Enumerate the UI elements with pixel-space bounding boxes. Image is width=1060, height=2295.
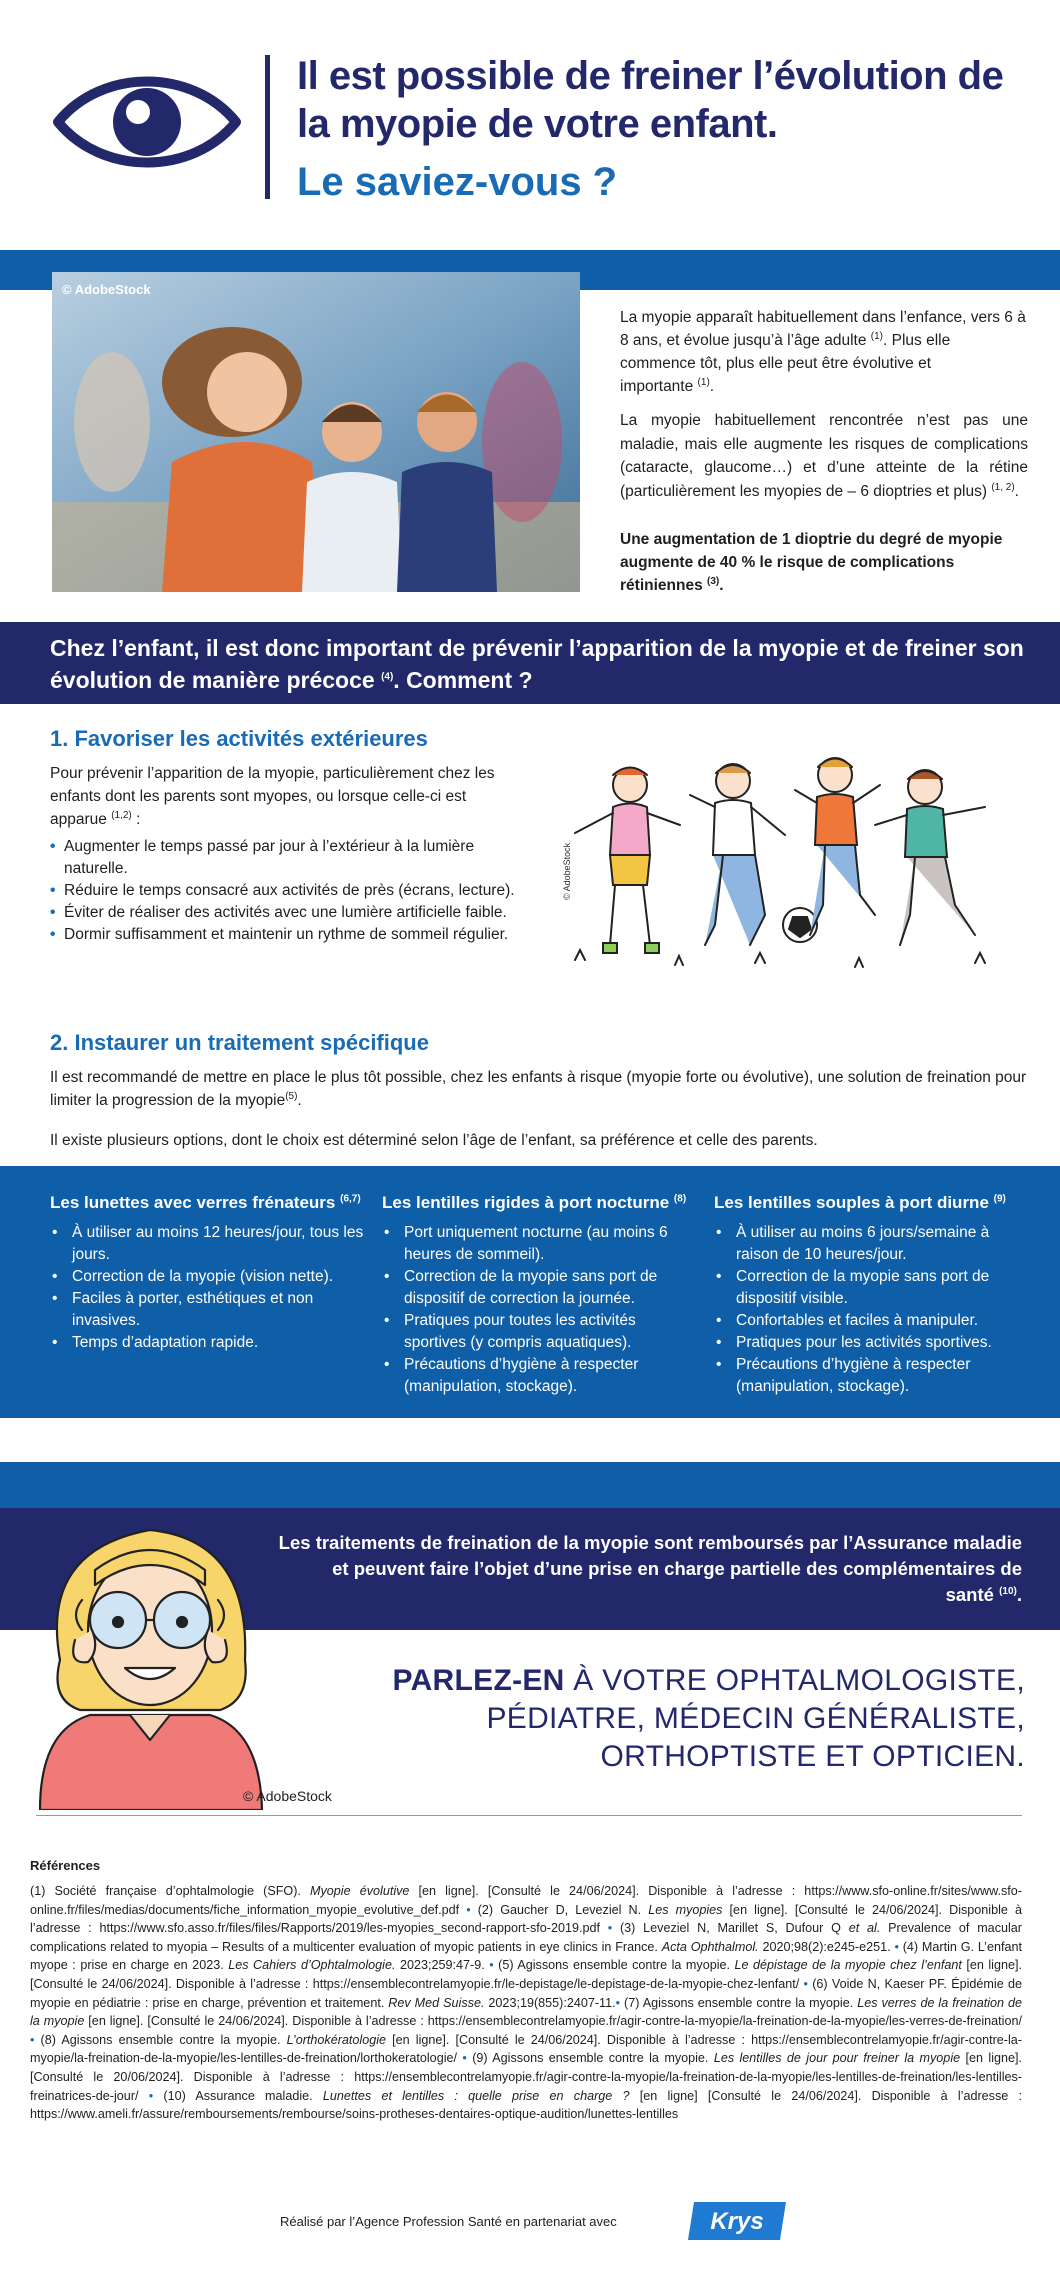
list-item: • Confortables et faciles à manipuler. [714, 1310, 1034, 1332]
option-title: Les lentilles souples à port diurne $^{(9)}$ [714, 1193, 1006, 1212]
kids-playing-football-illustration [555, 745, 1035, 990]
list-item: • Pratiques pour les activités sportives. [714, 1332, 1034, 1354]
photo-credit: © AdobeStock [62, 282, 151, 297]
page-title: Il est possible de freiner l’évolution de la myopie de votre enfant. [297, 54, 1004, 146]
option-title: Les lentilles rigides à port nocturne $^{(8)}$ [382, 1193, 687, 1212]
intro-paragraph-1: La myopie apparaît habituellement dans l’enfance, vers 6 à 8 ans, et évolue jusqu’à l’âge adulte $^{(1)}$. Plus elle commence tôt, plus elle peut être évolutive et importante $^{(1)}$. [620, 309, 1026, 395]
svg-text:Krys: Krys [710, 2208, 764, 2235]
option-glasses [50, 1192, 370, 1354]
header-divider [265, 55, 270, 199]
section-2-title: 2. Instaurer un traitement spécifique [50, 1030, 429, 1055]
list-item: • Précautions d’hygiène à respecter (manipulation, stockage). [714, 1354, 1034, 1398]
footer-credit: Réalisé par l’Agence Profession Santé en partenariat avec [280, 2214, 617, 2229]
references-body: (1) Société française d’ophtalmologie (SFO). Myopie évolutive [en ligne]. [Consulté le 24/06/2024]. Disponible à l’adresse : https://www.sfo-online.fr/sites/www.sfo-online.fr/files/medias/documents/fiche_information_myopie_evolutive_def.pdf • (2) Gaucher D, Leveziel N. Les myopies [en ligne]. [Consulté le 24/06/2024]. Disponible à l’adresse : https://www.sfo.asso.fr/files/files/Rapports/2019/les-myopies_second-rapport-sfo-2019.pdf • (3) Leveziel N, Marillet S, Dufour Q et al. Prevalence of macular complications related to myopia – Results of a multicenter evaluation of myopic patients in eye clinics in France. Acta Ophthalmol. 2020;98(2):e245-e251. • (4) Martin G. L’enfant myope : prise en charge en 2023. Les Cahiers d’Ophtalmologie. 2023;259:47-9. • (5) Agissons ensemble contre la myopie. Le dépistage de la myopie chez l’enfant [en ligne]. [Consulté le 24/06/2024]. Disponible à l’adresse : https://ensemblecontrelamyopie.fr/le-depistage/le-depistage-de-la-myopie-chez-lenfant/ • (6) Voide N, Kaeser PF. Épidémie de myopie en pédiatrie : prise en charge, prévention et traitement. Rev Med Suisse. 2023;19(855):2407-11.• (7) Agissons ensemble contre la myopie. Les verres de la freination de la myopie [en ligne]. [Consulté le 24/06/2024]. Disponible à l’adresse : https://ensemblecontrelamyopie.fr/agir-contre-la-myopie/la-freination-de-la-myopie/les-verres-de-freination/ • (8) Agissons ensemble contre la myopie. L’orthokératologie [en ligne]. [Consulté le 24/06/2024]. Disponible à l’adresse : https://ensemblecontrelamyopie.fr/agir-contre-la-myopie/la-freination-de-la-myopie/les-lentilles-de-freination/lorthokeratologie/ • (9) Agissons ensemble contre la myopie. Les lentilles de jour pour freiner la myopie [en ligne]. [Consulté le 20/06/2024]. Disponible à l’adresse : https://ensemblecontrelamyopie.fr/agir-contre-la-myopie/la-freination-de-la-myopie/les-lentilles-de-freination/les-lentilles-freinatrices-de-jour/ • (10) Assurance maladie. Lunettes et lentilles : quelle prise en charge ? [en ligne] [Consulté le 24/06/2024]. Disponible à l’adresse : https://www.ameli.fr/assure/remboursements/rembourse/soins-protheses-dentaires-optique-audition/lunettes-lentilles [30, 1884, 1023, 2122]
option-day-lenses [714, 1192, 1034, 1398]
references-title: Références [30, 1858, 101, 1873]
option-title: Les lunettes avec verres frénateurs $^{(6,7)}$ [50, 1193, 361, 1212]
section-2-paragraph-1: Il est recommandé de mettre en place le plus tôt possible, chez les enfants à risque (myopie forte ou évolutive), une solution de freination pour limiter la progression de la myopie$^{(5)}$. [50, 1069, 1027, 1109]
reimbursement-text: Les traitements de freination de la myopie sont remboursés par l’Assurance maladie et peuvent faire l’objet d’une prise en charge partielle des complémentaires de santé $^{(10)}$. [278, 1532, 1022, 1605]
page-subtitle: Le saviez-vous ? [297, 160, 618, 204]
list-item: • Réduire le temps consacré aux activités de près (écrans, lecture). [50, 880, 520, 902]
eye-icon [52, 62, 242, 182]
section-2-paragraph-2: Il existe plusieurs options, dont le choix est déterminé selon l’âge de l’enfant, sa préférence et celle des parents. [50, 1132, 818, 1149]
list-item: • Pratiques pour toutes les activités sportives (y compris aquatiques). [382, 1310, 702, 1354]
list-item: • Correction de la myopie sans port de dispositif de correction la journée. [382, 1266, 702, 1310]
divider [36, 1815, 1022, 1816]
list-item: • À utiliser au moins 12 heures/jour, tous les jours. [50, 1222, 370, 1266]
list-item: • Augmenter le temps passé par jour à l’extérieur à la lumière naturelle. [50, 836, 520, 880]
list-item: • Port uniquement nocturne (au moins 6 heures de sommeil). [382, 1222, 702, 1266]
list-item: • Correction de la myopie (vision nette). [50, 1266, 370, 1288]
children-running-photo [52, 272, 580, 592]
list-item: • Temps d’adaptation rapide. [50, 1332, 370, 1354]
list-item: • Faciles à porter, esthétiques et non invasives. [50, 1288, 370, 1332]
intro-paragraph-2: La myopie habituellement rencontrée n’est pas une maladie, mais elle augmente les risques de complications (cataracte, glaucome…) et d’une atteinte de la rétine (particulièrement les myopies de – 6 dioptries et plus) $^{(1, 2)}$. [620, 412, 1028, 500]
talk-to-professional-callout: PARLEZ-EN À VOTRE OPHTALMOLOGISTE, PÉDIATRE, MÉDECIN GÉNÉRALISTE, ORTHOPTISTE ET OPTICIEN. [392, 1664, 1025, 1773]
list-item: • Éviter de réaliser des activités avec une lumière artificielle faible. [50, 902, 520, 924]
outdoor-tips-list [50, 836, 520, 946]
girl-illustration-credit: © AdobeStock [243, 1788, 332, 1804]
list-item: • À utiliser au moins 6 jours/semaine à raison de 10 heures/jour. [714, 1222, 1034, 1266]
list-item: • Dormir suffisamment et maintenir un rythme de sommeil régulier. [50, 924, 520, 946]
section-1-title: 1. Favoriser les activités extérieures [50, 726, 428, 751]
option-night-lenses [382, 1192, 702, 1398]
prevention-banner-text: Chez l’enfant, il est donc important de prévenir l’apparition de la myopie et de freiner son évolution de manière précoce $^{(4)}$. Comment ? [50, 635, 1024, 693]
list-item: • Précautions d’hygiène à respecter (manipulation, stockage). [382, 1354, 702, 1398]
krys-logo [688, 2198, 792, 2244]
section-1-intro: Pour prévenir l’apparition de la myopie, particulièrement chez les enfants dont les parents sont myopes, ou lorsque celle-ci est apparue $^{(1,2)}$ : [50, 765, 495, 828]
girl-with-glasses-illustration [0, 1490, 300, 1810]
illustration-credit: © AdobeStock [562, 842, 572, 900]
intro-paragraph-3: Une augmentation de 1 dioptrie du degré de myopie augmente de 40 % le risque de complications rétiniennes $^{(3)}$. [620, 531, 1003, 594]
list-item: • Correction de la myopie sans port de dispositif visible. [714, 1266, 1034, 1310]
